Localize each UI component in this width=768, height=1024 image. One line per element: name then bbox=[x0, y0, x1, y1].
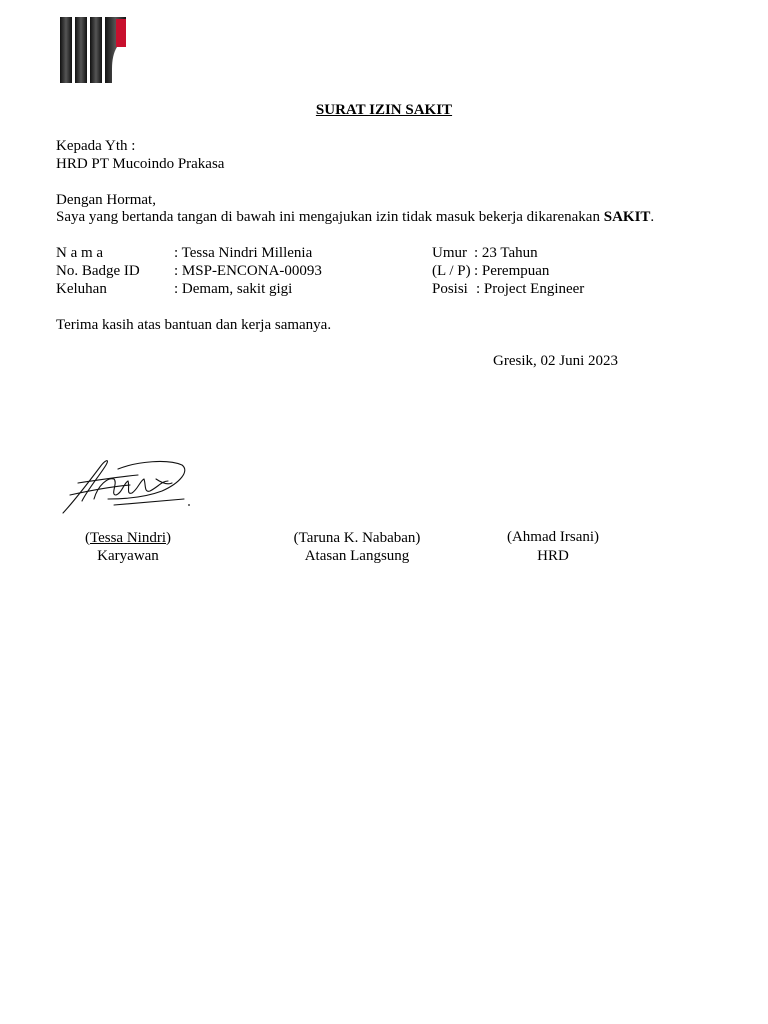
signatory-tessa-role: Karyawan bbox=[97, 548, 159, 564]
greeting: Dengan Hormat, bbox=[56, 192, 156, 208]
signatory-ahmad-role: HRD bbox=[537, 548, 569, 564]
signatory-ahmad-name: (Ahmad Irsani) bbox=[506, 529, 600, 545]
nama-label: N a m a bbox=[56, 245, 104, 261]
keluhan-value: : Demam, sakit gigi bbox=[174, 281, 293, 297]
badge-label: No. Badge ID bbox=[56, 263, 140, 279]
letter-title: SURAT IZIN SAKIT bbox=[315, 102, 453, 118]
signature-tessa bbox=[58, 455, 198, 517]
signatory-taruna-name: (Taruna K. Nababan) bbox=[293, 530, 421, 546]
gender-value: : Perempuan bbox=[474, 263, 550, 279]
signatory-tessa-underlined: Tessa Nindri bbox=[89, 530, 167, 546]
recipient-company: HRD PT Mucoindo Prakasa bbox=[56, 156, 225, 172]
posisi-label: Posisi bbox=[432, 281, 468, 297]
body-paragraph bbox=[56, 208, 654, 226]
signatory-taruna-role: Atasan Langsung bbox=[304, 548, 410, 564]
body-end: . bbox=[650, 209, 655, 225]
gender-label: (L / P) bbox=[432, 263, 471, 279]
recipient-line: Kepada Yth : bbox=[56, 138, 136, 154]
umur-label: Umur bbox=[432, 245, 467, 261]
company-logo bbox=[60, 17, 126, 83]
badge-value: : MSP-ENCONA-00093 bbox=[174, 263, 322, 279]
signatory-tessa-name: (Tessa Nindri) bbox=[84, 530, 172, 546]
body-text: Saya yang bertanda tangan di bawah ini mengajukan izin tidak masuk bekerja dikarenakan bbox=[56, 209, 604, 225]
posisi-value: : Project Engineer bbox=[476, 281, 585, 297]
place-date: Gresik, 02 Juni 2023 bbox=[493, 353, 618, 369]
closing-text: Terima kasih atas bantuan dan kerja samanya. bbox=[56, 317, 332, 333]
body-bold-word: SAKIT bbox=[603, 209, 651, 225]
nama-value: : Tessa Nindri Millenia bbox=[174, 245, 313, 261]
umur-value: : 23 Tahun bbox=[474, 245, 538, 261]
keluhan-label: Keluhan bbox=[56, 281, 107, 297]
